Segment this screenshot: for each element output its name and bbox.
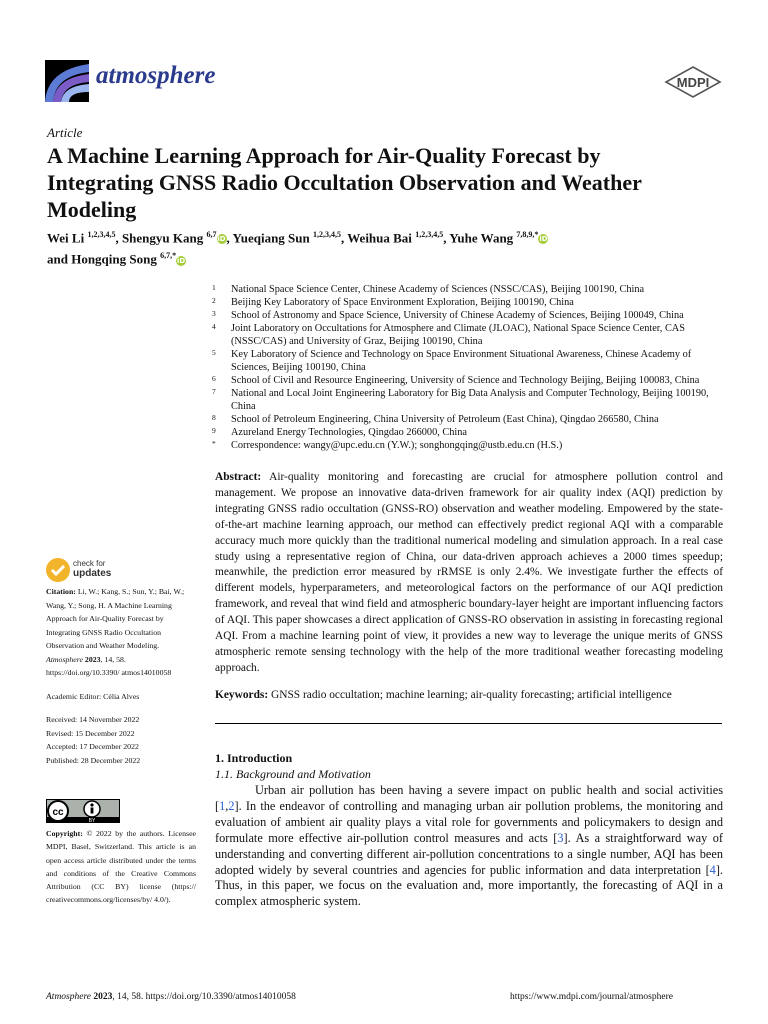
- intro-text-part: ]. As a straightforward way of understanding and converting different air-pollution concentrations to a single number, AQI has been adopted widely by several countries and agencies for public information and data interpretation [: [215, 830, 723, 877]
- affiliation-number: 6: [212, 374, 216, 383]
- affiliation-number: 1: [212, 283, 216, 292]
- affiliation-number: 5: [212, 348, 216, 357]
- journal-logo-icon: [45, 60, 89, 102]
- affiliation-text: School of Astronomy and Space Science, University of Chinese Academy of Sciences, Beijing 100049, China: [231, 310, 684, 321]
- check-for-updates-button[interactable]: [46, 558, 126, 582]
- citation: Citation: Li, W.; Kang, S.; Sun, Y.; Bai, W.; Wang, Y.; Song, H. A Machine Learning Approach for Air-Quality Forecast by Integrating GNSS Radio Occultation Observation and Weather Modeling. Atmosphere 2023, 14, 58. https://doi.org/10.3390/ atmos14010058: [46, 587, 185, 677]
- affiliation-text: National and Local Joint Engineering Laboratory for Big Data Analysis and Computer Technology, Beijing 100190, China: [231, 388, 709, 412]
- keywords-label: Keywords:: [215, 689, 269, 701]
- affiliation-item: [212, 283, 727, 296]
- author-name: Yuhe Wang: [449, 230, 517, 246]
- affiliation-number: 2: [212, 296, 216, 305]
- affiliation-text: Joint Laboratory on Occultations for Atmosphere and Climate (JLOAC), National Space Science Center, CAS (NSSC/CAS) and University of Graz, Beijing 100190, China: [231, 323, 685, 347]
- abstract: [215, 470, 723, 677]
- intro-text-part: ]. In the endeavor of controlling and managing urban air pollution problems, the monitoring and evaluation of ambient air quality plays a vital role for governments and policymakers to design and formulate more effective air-pollution control measures and acts [: [215, 798, 723, 845]
- intro-text-part: ]. Thus, in this paper, we focus on the evaluation and, more importantly, the forecasting of AQI in a complex atmospheric system.: [215, 862, 723, 909]
- affiliation-number: 3: [212, 309, 216, 318]
- affiliation-item: [212, 374, 727, 387]
- svg-text:BY: BY: [88, 818, 96, 823]
- article-type: Article: [47, 125, 83, 140]
- paper-title: A Machine Learning Approach for Air-Quality Forecast by Integrating GNSS Radio Occultation Observation and Weather Modeling: [47, 143, 642, 222]
- affiliation-item: [212, 387, 727, 413]
- affiliation-text: School of Petroleum Engineering, China University of Petroleum (East China), Qingdao 266580, China: [231, 414, 659, 425]
- orcid-icon[interactable]: iD: [217, 235, 226, 244]
- affiliation-item: [212, 439, 727, 452]
- check-updates-icon: [46, 558, 70, 582]
- section-heading: 1. Introduction: [215, 751, 293, 765]
- keywords-text: GNSS radio occultation; machine learning; air-quality forecasting; artificial intelligence: [271, 689, 672, 701]
- author-affiliation-sup: 6,7,*: [160, 251, 177, 261]
- affiliations: [212, 283, 727, 452]
- affiliation-text: Key Laboratory of Science and Technology on Space Environment Situational Awareness, Chinese Academy of Sciences, Beijing 100190, China: [231, 349, 692, 373]
- abstract-label: Abstract:: [215, 471, 262, 483]
- footer-journal-url[interactable]: https://www.mdpi.com/journal/atmosphere: [510, 992, 673, 1002]
- affiliation-text: Correspondence: wangy@upc.edu.cn (Y.W.); songhongqing@ustb.edu.cn (H.S.): [231, 440, 563, 451]
- divider: [215, 723, 722, 724]
- article-info-sidebar: [46, 585, 196, 767]
- intro-paragraph: [215, 783, 723, 910]
- affiliation-text: National Space Science Center, Chinese Academy of Sciences (NSSC/CAS), Beijing 100190, China: [231, 284, 645, 295]
- svg-text:cc: cc: [52, 807, 64, 818]
- author-affiliation-sup: 7,8,9,*: [516, 230, 539, 239]
- intro-text-part: ,: [225, 798, 229, 813]
- affiliation-number: 7: [212, 387, 216, 396]
- cc-by-license-icon[interactable]: [46, 799, 120, 823]
- affiliation-text: School of Civil and Resource Engineering, University of Science and Technology Beijing, Beijing 100083, China: [231, 375, 700, 386]
- intro-text-part: Urban air pollution has been having a severe impact on public health and social activities [: [215, 783, 723, 813]
- author-name: Shengyu Kang: [121, 230, 207, 246]
- abstract-text: Air-quality monitoring and forecasting are crucial for atmosphere pollution control and management. We propose an innovative data-driven framework for air quality index (AQI) prediction by integrating GNSS radio occultation (GNSS-RO) observation and weather modeling. Empowered by the state-of-the-art machine learning approach, our method can effectively predict regional AQI with a comparable accuracy much more quickly than the traditional numerical modeling and simulation approach. In a real case study using a representative region of China, our data-driven approach achieves a 2000 times speedup; meanwhile, the prediction error measured by rRMSE is only 2.4%. We investigate further the effects of different models, hyperparameters, and meteorological factors on the performance of our AQI prediction framework, and reveal that wind field and atmospheric boundary-layer height are important influencing factors of AQI. This paper showcases a direct application of GNSS-RO observation in assisting in forecasting regional AQI. From a machine learning point of view, it provides a new way to leverage the unique merits of GNSS atmospheric remote sensing technology with the help of the more traditional weather forecasting modeling approach.: [215, 471, 723, 674]
- affiliation-number: 9: [212, 426, 216, 435]
- affiliation-number: 8: [212, 413, 216, 422]
- revised-date: Revised: 15 December 2022: [46, 728, 135, 738]
- received-date: Received: 14 November 2022: [46, 715, 140, 724]
- academic-editor: Academic Editor: Célia Alves: [46, 691, 140, 701]
- citation-link[interactable]: 2: [228, 798, 235, 813]
- author-name: Yueqiang Sun: [232, 230, 313, 246]
- subsection-heading: 1.1. Background and Motivation: [215, 767, 371, 781]
- citation-link[interactable]: 4: [709, 862, 716, 877]
- keywords: [215, 689, 723, 701]
- published-date: Published: 28 December 2022: [46, 755, 141, 765]
- affiliation-item: [212, 413, 727, 426]
- affiliation-item: [212, 348, 727, 374]
- citation-link[interactable]: 1: [219, 798, 226, 813]
- affiliation-text: Beijing Key Laboratory of Space Environment Exploration, Beijing 100190, China: [231, 297, 574, 308]
- affiliation-item: [212, 309, 727, 322]
- mdpi-logo-icon: [664, 66, 722, 98]
- footer-citation: Atmosphere 2023, 14, 58. https://doi.org/10.3390/atmos14010058: [46, 992, 296, 1002]
- journal-name: atmosphere: [96, 62, 216, 89]
- orcid-icon[interactable]: iD: [176, 256, 186, 265]
- check-updates-label: check for updates: [73, 559, 112, 579]
- affiliation-number: 4: [212, 322, 216, 331]
- accepted-date: Accepted: 17 December 2022: [46, 742, 139, 751]
- affiliation-text: Azureland Energy Technologies, Qingdao 266000, China: [231, 427, 467, 438]
- citation-link[interactable]: 3: [557, 830, 564, 845]
- affiliation-item: [212, 322, 727, 348]
- author-name: Hongqing Song: [71, 251, 161, 267]
- author-list: Wei Li $^{1,2,3,4,5}$, Shengyu Kang $^{6,7}$iD, Yueqiang Sun $^{1,2,3,4,5}$, Weihua Bai $^{1,2,3,4,5}$, Yuhe Wang $^{7,8,9,*}$iD and Hongqing Song $^{6,7,*}$iD: [47, 230, 548, 267]
- svg-text:MDPI: MDPI: [676, 75, 710, 90]
- affiliation-item: [212, 426, 727, 439]
- author-affiliation-sup: 6,7: [206, 230, 217, 239]
- copyright-notice: Copyright: © 2022 by the authors. Licensee MDPI, Basel, Switzerland. This article is an open access article distributed under the terms and conditions of the Creative Commons Attribution (CC BY) license (https:// creativecommons.org/licenses/by/ 4.0/).: [46, 829, 196, 905]
- affiliation-item: [212, 296, 727, 309]
- orcid-icon[interactable]: iD: [539, 235, 548, 244]
- author-affiliation-sup: 1,2,3,4,5: [313, 230, 341, 239]
- author-name: Wei Li: [47, 230, 88, 246]
- affiliation-number: *: [212, 439, 216, 448]
- author-affiliation-sup: 1,2,3,4,5: [415, 230, 444, 239]
- author-name: Weihua Bai: [347, 230, 416, 246]
- author-affiliation-sup: 1,2,3,4,5: [87, 230, 116, 239]
